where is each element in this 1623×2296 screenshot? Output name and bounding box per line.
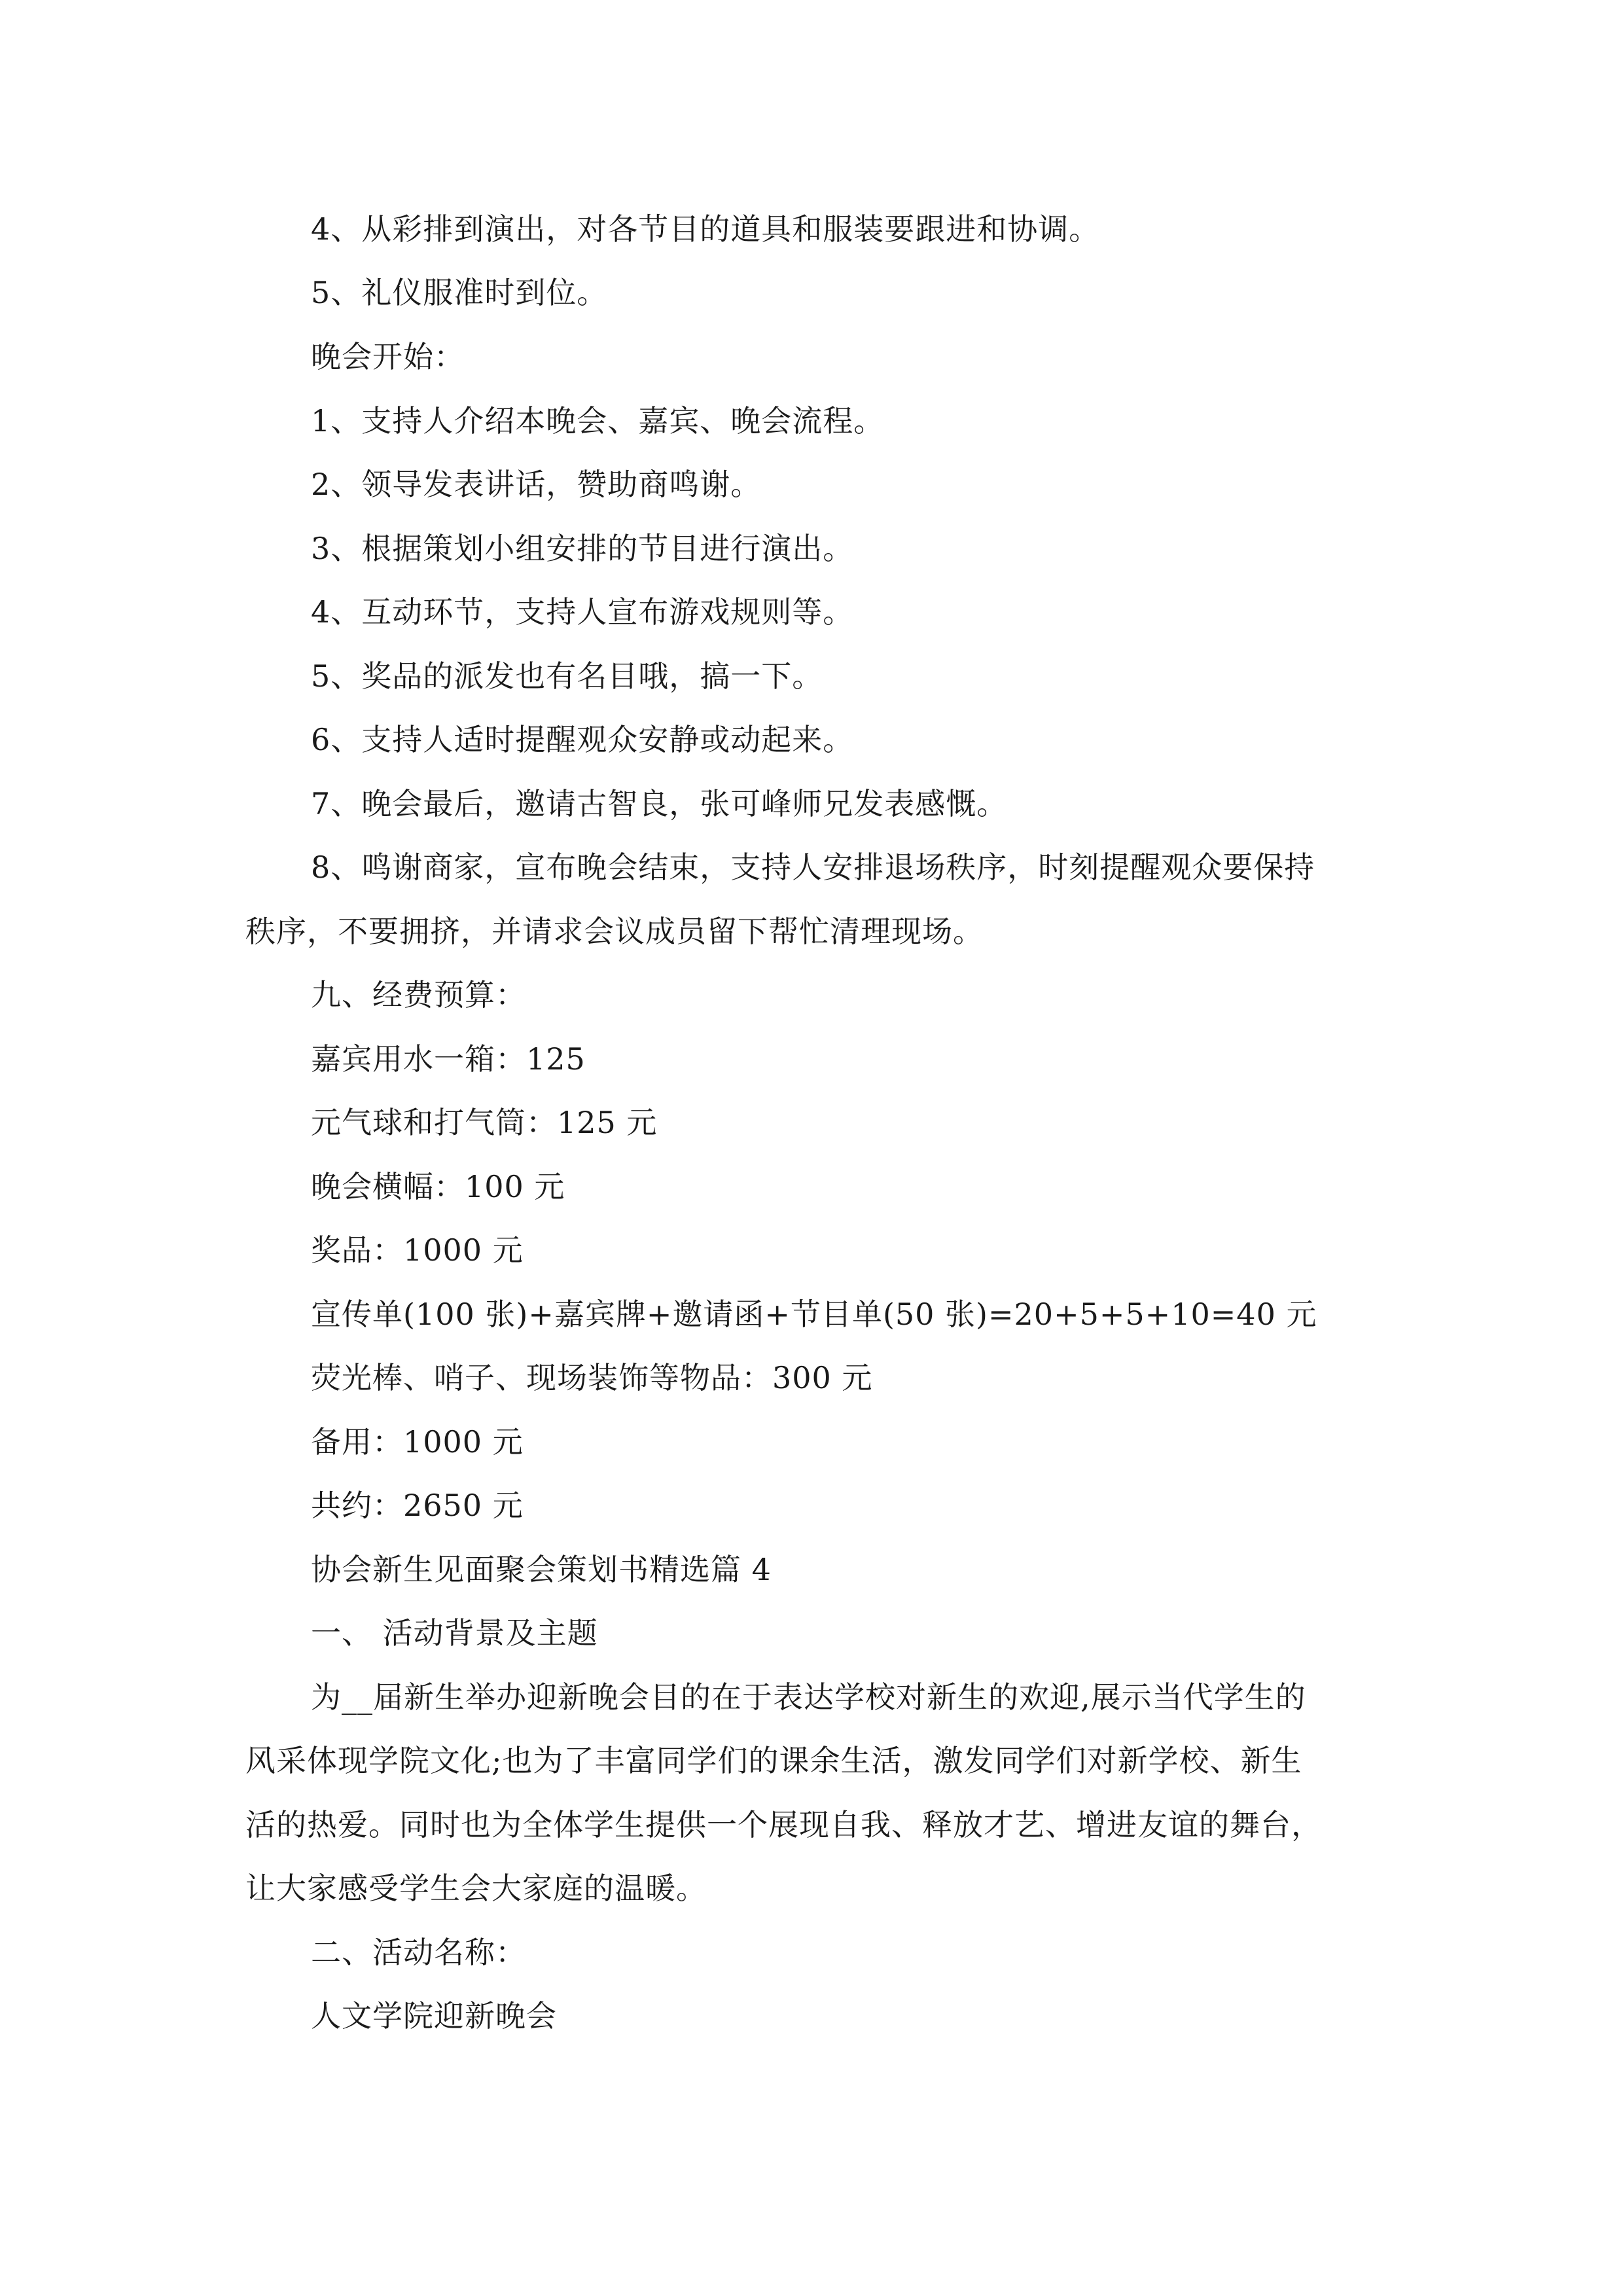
paragraph-line: 5、礼仪服准时到位。: [311, 275, 608, 310]
paragraph-line: 6、支持人适时提醒观众安静或动起来。: [311, 722, 854, 757]
budget-item: 荧光棒、哨子、现场装饰等物品：300 元: [311, 1360, 873, 1395]
budget-item: 元气球和打气筒：125 元: [311, 1105, 658, 1140]
paragraph-line: 3、根据策划小组安排的节目进行演出。: [311, 531, 854, 566]
article-title: 协会新生见面聚会策划书精选篇 4: [311, 1552, 772, 1587]
paragraph-line: 活的热爱。同时也为全体学生提供一个展现自我、释放才艺、增进友谊的舞台，: [245, 1807, 1322, 1842]
paragraph-line: 7、晚会最后，邀请古智良，张可峰师兄发表感慨。: [311, 786, 1008, 821]
section-heading: 一、 活动背景及主题: [311, 1615, 598, 1651]
paragraph-line: 2、领导发表讲话，赞助商鸣谢。: [311, 467, 762, 502]
paragraph-line: 8、鸣谢商家，宣布晚会结束，支持人安排退场秩序，时刻提醒观众要保持: [311, 850, 1315, 885]
budget-item: 嘉宾用水一箱：125: [311, 1041, 586, 1077]
paragraph-line: 让大家感受学生会大家庭的温暖。: [245, 1871, 707, 1906]
budget-total: 共约：2650 元: [311, 1488, 524, 1523]
section-heading: 晚会开始：: [311, 339, 465, 374]
paragraph-line: 为__届新生举办迎新晚会目的在于表达学校对新生的欢迎,展示当代学生的: [311, 1679, 1306, 1715]
paragraph-line: 4、从彩排到演出，对各节目的道具和服装要跟进和协调。: [311, 211, 1100, 247]
section-heading: 九、经费预算：: [311, 977, 526, 1013]
paragraph-line: 秩序，不要拥挤，并请求会议成员留下帮忙清理现场。: [245, 914, 984, 949]
section-heading: 二、活动名称：: [311, 1935, 526, 1970]
paragraph-line: 1、支持人介绍本晚会、嘉宾、晚会流程。: [311, 403, 885, 439]
paragraph-line: 4、互动环节，支持人宣布游戏规则等。: [311, 594, 854, 630]
budget-item: 宣传单(100 张)+嘉宾牌+邀请函+节目单(50 张)=20+5+5+10=40 元: [311, 1297, 1317, 1332]
paragraph-line: 人文学院迎新晚会: [311, 1998, 557, 2034]
budget-item: 晚会横幅：100 元: [311, 1169, 565, 1204]
paragraph-line: 5、奖品的派发也有名目哦，搞一下。: [311, 658, 823, 694]
budget-item: 奖品：1000 元: [311, 1232, 524, 1268]
paragraph-line: 风采体现学院文化;也为了丰富同学们的课余生活，激发同学们对新学校、新生: [245, 1743, 1302, 1778]
budget-item: 备用：1000 元: [311, 1424, 524, 1460]
